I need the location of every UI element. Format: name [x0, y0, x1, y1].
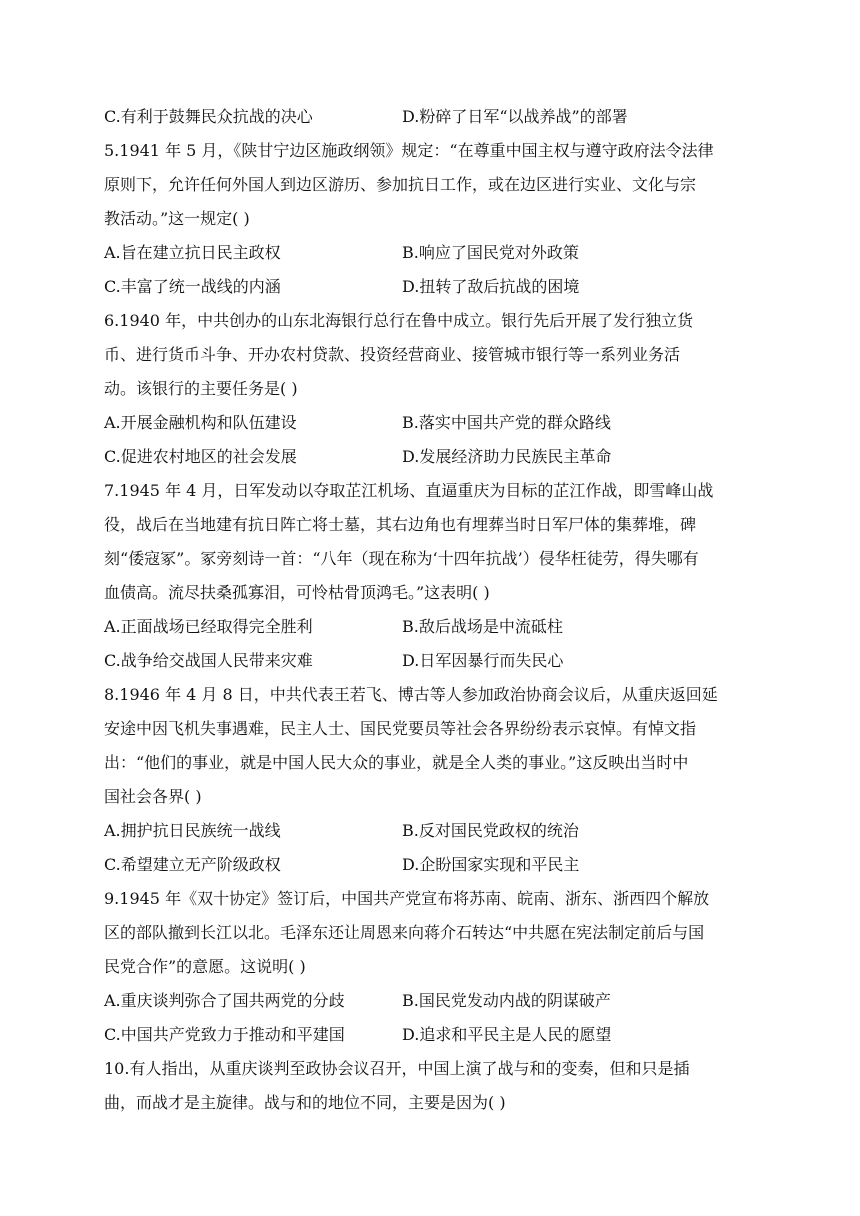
answer-option: C.有利于鼓舞民众抗战的决心 [104, 107, 313, 126]
option-row [104, 610, 756, 644]
option-row [104, 236, 756, 270]
question-stem-line: 民党合作”的意愿。这说明( ) [104, 957, 306, 976]
question-block [104, 882, 756, 1052]
question-stem-line: 8.1946 年 4 月 8 日，中共代表王若飞、博古等人参加政治协商会议后，从重庆返回延 [104, 685, 718, 704]
question-stem-line: 7.1945 年 4 月，日军发动以夺取芷江机场、直逼重庆为目标的芷江作战，即雪峰山战 [104, 481, 714, 500]
answer-option: A.拥护抗日民族统一战线 [104, 821, 281, 840]
option-row [104, 270, 756, 304]
question-stem-line: 教活动。”这一规定( ) [104, 209, 250, 228]
answer-option: C.战争给交战国人民带来灾难 [104, 651, 313, 670]
option-row [104, 848, 756, 882]
answer-option: B.反对国民党政权的统治 [402, 821, 579, 840]
answer-option: C.希望建立无产阶级政权 [104, 855, 281, 874]
question-stem-line: 9.1945 年《双十协定》签订后，中国共产党宣布将苏南、皖南、浙东、浙西四个解放 [104, 889, 710, 908]
option-row [104, 406, 756, 440]
answer-option: B.国民党发动内战的阴谋破产 [402, 991, 611, 1010]
question-block [104, 474, 756, 678]
option-row [104, 100, 756, 134]
question-stem-line: 国社会各界( ) [104, 787, 202, 806]
answer-option: D.扭转了敌后抗战的困境 [402, 277, 580, 296]
question-stem-line: 安途中因飞机失事遇难，民主人士、国民党要员等社会各界纷纷表示哀悼。有悼文指 [104, 719, 697, 738]
answer-option: D.企盼国家实现和平民主 [402, 855, 580, 874]
question-stem-line: 5.1941 年 5 月，《陕甘宁边区施政纲领》规定：“在尊重中国主权与遵守政府法令法律 [104, 141, 714, 160]
question-stem-line: 刻“倭寇冢”。冢旁刻诗一首：“八年（现在称为‘十四年抗战’）侵华枉徒劳，得失哪有 [104, 549, 699, 568]
option-row [104, 440, 756, 474]
option-row [104, 1018, 756, 1052]
question-block [104, 134, 756, 304]
question-stem-line: 动。该银行的主要任务是( ) [104, 379, 298, 398]
option-row [104, 644, 756, 678]
answer-option: D.追求和平民主是人民的愿望 [402, 1025, 612, 1044]
question-stem-line: 6.1940 年，中共创办的山东北海银行总行在鲁中成立。银行先后开展了发行独立货 [104, 311, 694, 330]
answer-option: C.促进农村地区的社会发展 [104, 447, 297, 466]
answer-option: D.发展经济助力民族民主革命 [402, 447, 612, 466]
question-block [104, 1052, 756, 1120]
answer-option: D.粉碎了日军“以战养战”的部署 [402, 107, 628, 126]
exam-page [104, 100, 756, 1120]
answer-option: B.敌后战场是中流砥柱 [402, 617, 563, 636]
question-stem-line: 出：“他们的事业，就是中国人民大众的事业，就是全人类的事业。”这反映出当时中 [104, 753, 689, 772]
answer-option: B.响应了国民党对外政策 [402, 243, 579, 262]
answer-option: A.旨在建立抗日民主政权 [104, 243, 281, 262]
question-stem-line: 原则下，允许任何外国人到边区游历、参加抗日工作，或在边区进行实业、文化与宗 [104, 175, 697, 194]
option-row [104, 984, 756, 1018]
question-stem-line: 10.有人指出，从重庆谈判至政协会议召开，中国上演了战与和的变奏，但和只是插 [104, 1059, 690, 1078]
question-block [104, 100, 756, 134]
question-block [104, 304, 756, 474]
question-stem-line: 曲，而战才是主旋律。战与和的地位不同，主要是因为( ) [104, 1093, 506, 1112]
question-stem-line: 役，战后在当地建有抗日阵亡将士墓，其右边角也有埋葬当时日军尸体的集葬堆，碑 [104, 515, 697, 534]
answer-option: C.丰富了统一战线的内涵 [104, 277, 281, 296]
answer-option: B.落实中国共产党的群众路线 [402, 413, 611, 432]
question-stem-line: 血债高。流尽扶桑孤寡泪，可怜枯骨顶鸿毛。”这表明( ) [104, 583, 490, 602]
answer-option: A.开展金融机构和队伍建设 [104, 413, 297, 432]
question-stem-line: 区的部队撤到长江以北。毛泽东还让周恩来向蒋介石转达“中共愿在宪法制定前后与国 [104, 923, 705, 942]
question-stem-line: 币、进行货币斗争、开办农村贷款、投资经营商业、接管城市银行等一系列业务活 [104, 345, 681, 364]
answer-option: A.重庆谈判弥合了国共两党的分歧 [104, 991, 345, 1010]
answer-option: D.日军因暴行而失民心 [402, 651, 564, 670]
question-block [104, 678, 756, 882]
answer-option: C.中国共产党致力于推动和平建国 [104, 1025, 345, 1044]
answer-option: A.正面战场已经取得完全胜利 [104, 617, 313, 636]
option-row [104, 814, 756, 848]
